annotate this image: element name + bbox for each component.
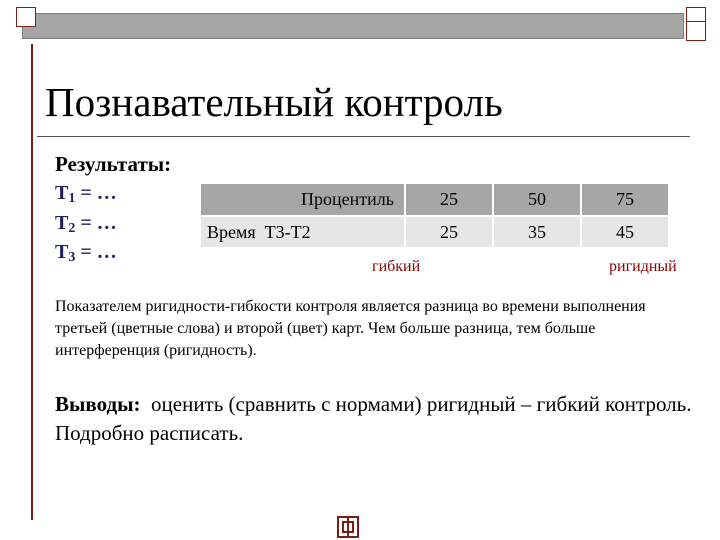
page-title: Познавательный контроль — [45, 79, 503, 125]
logo-icon — [337, 516, 359, 538]
accent-vertical-line — [31, 44, 33, 520]
t1-rest: = … — [75, 182, 117, 204]
table-cell: 45 — [581, 216, 668, 247]
corner-square-icon — [16, 7, 36, 27]
t2-base: T — [55, 212, 69, 234]
top-bar — [22, 13, 684, 39]
title-divider — [37, 136, 690, 137]
t3-sub: 3 — [68, 250, 76, 265]
table-cell: 35 — [493, 216, 581, 247]
table-row — [201, 216, 668, 247]
table-cell: 25 — [405, 216, 493, 247]
table-cell: 25 — [405, 184, 493, 216]
t1-base: T — [55, 182, 69, 204]
t2-sub: 2 — [68, 221, 76, 236]
t2-line — [55, 212, 117, 237]
table-cell: 75 — [581, 184, 668, 216]
percentile-table — [201, 184, 668, 247]
table-row — [201, 184, 668, 216]
corner-square-icon — [686, 21, 706, 41]
explanation-paragraph: Показателем ригидности-гибкости контроля является разница во времени выполнения третьей (цветные слова) и второй (цвет) карт. Чем больше разница, тем больше интерференция (ригидность). — [55, 298, 646, 359]
table-cell: Время Т3-Т2 — [201, 216, 405, 247]
t2-rest: = … — [75, 212, 117, 234]
t3-rest: = … — [75, 241, 117, 263]
t3-base: T — [55, 241, 69, 263]
t3-line — [55, 241, 117, 266]
t1-sub: 1 — [68, 191, 76, 206]
conclusion-label: Выводы: — [55, 392, 141, 416]
results-label: Результаты: — [55, 152, 172, 176]
table-cell: Процентиль — [201, 184, 405, 216]
flexible-label: гибкий — [372, 258, 421, 275]
conclusion — [55, 390, 695, 448]
conclusion-text: оценить (сравнить с нормами) ригидный – гибкий контроль. Подробно расписать. — [55, 392, 697, 445]
rigid-label: ригидный — [609, 258, 677, 275]
t1-line — [55, 182, 117, 207]
table-cell: 50 — [493, 184, 581, 216]
